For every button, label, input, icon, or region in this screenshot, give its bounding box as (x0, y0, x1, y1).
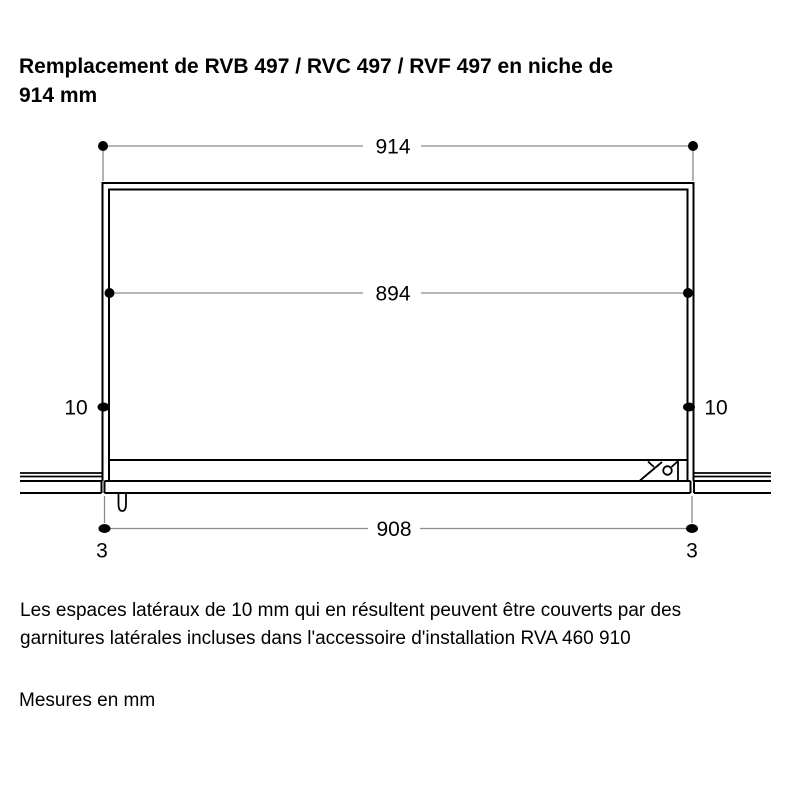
dimension-10-right (683, 397, 728, 420)
dim-endpoint-dot (683, 288, 693, 298)
dim-endpoint-dot (686, 524, 698, 533)
page-title-line1: Remplacement de RVB 497 / RVC 497 / RVF 497 en niche de (19, 55, 614, 78)
note-units: Mesures en mm (19, 690, 156, 711)
dimension-914 (98, 136, 698, 182)
dim-endpoint-dot (98, 403, 110, 412)
note-line2: garnitures latérales incluses dans l'accessoire d'installation RVA 460 910 (20, 628, 631, 649)
dim-label-914: 914 (375, 135, 411, 159)
dim-endpoint-dot (105, 288, 115, 298)
niche-outline (102, 182, 695, 481)
dim-label-908: 908 (376, 518, 412, 541)
dim-endpoint-dot (688, 141, 698, 151)
dimension-908 (99, 496, 699, 541)
dim-label-10-right: 10 (704, 396, 728, 420)
dim-endpoint-dot (99, 524, 111, 533)
dim-label-894: 894 (375, 282, 411, 306)
dim-label-3-left: 3 (96, 539, 108, 563)
adjacent-surface-lines (20, 473, 771, 477)
dim-label-3-right: 3 (686, 539, 698, 563)
dim-endpoint-dot (98, 141, 108, 151)
latch-detail-icon (640, 461, 678, 481)
page-title-line2: 914 mm (19, 84, 98, 107)
note-line1: Les espaces latéraux de 10 mm qui en résultent peuvent être couverts par des (20, 600, 682, 621)
dim-label-10-left: 10 (64, 396, 88, 420)
mounting-hook-icon (119, 494, 127, 511)
dim-endpoint-dot (683, 403, 695, 412)
dimension-894 (105, 283, 694, 306)
plinth-band (20, 481, 771, 493)
note-side-gaps (20, 597, 790, 653)
niche-drawing (0, 130, 800, 570)
installation-diagram (0, 130, 800, 570)
page-title (19, 52, 779, 110)
